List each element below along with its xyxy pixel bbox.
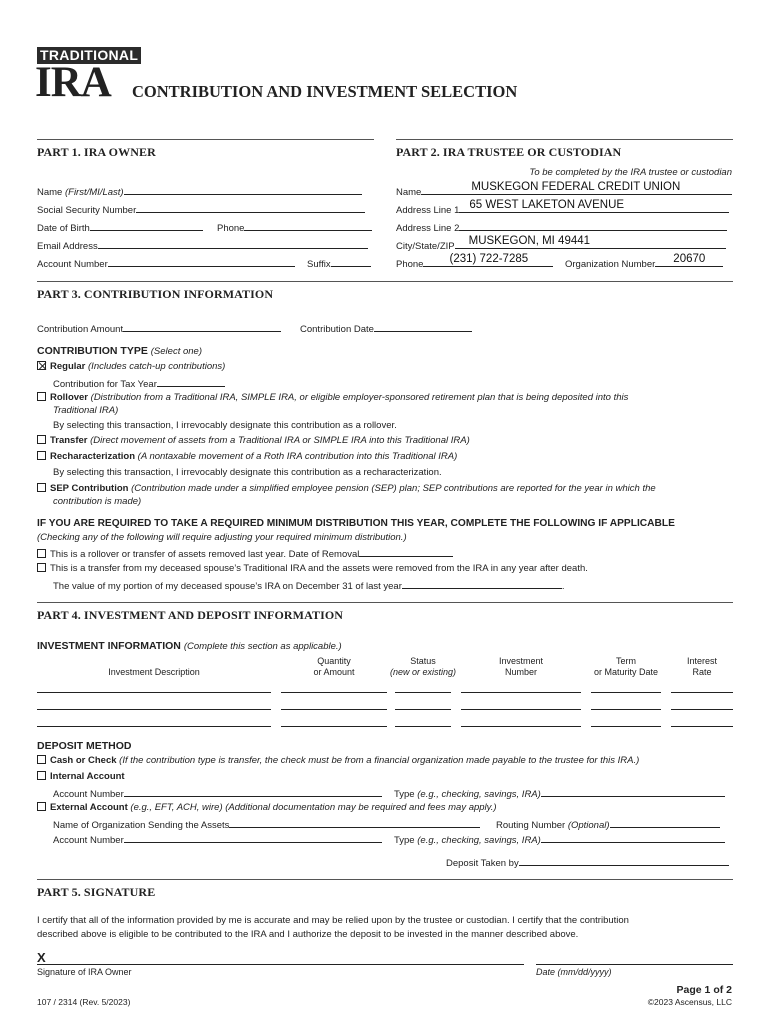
org-number-field[interactable] <box>565 253 723 270</box>
recharacterization-note: By selecting this transaction, I irrevocably designate this contribution as a recharacterization. <box>53 467 442 478</box>
rollover-hint: (Distribution from a Traditional IRA, SIMPLE IRA, or eligible employer-sponsored retirement plan that is being deposited into this <box>90 392 629 403</box>
signature-date-label: Date (mm/dd/yyyy) <box>536 967 612 977</box>
contribution-type-title: CONTRIBUTION TYPE <box>37 345 148 357</box>
trustee-city-label: City/State/ZIP <box>396 241 455 252</box>
dob-field[interactable] <box>37 221 203 234</box>
email-field[interactable] <box>37 239 368 252</box>
copyright: ©2023 Ascensus, LLC <box>647 997 732 1007</box>
external-type-label: Type <box>394 835 418 846</box>
contribution-date-field[interactable] <box>300 322 472 335</box>
part3-heading: PART 3. CONTRIBUTION INFORMATION <box>37 287 274 301</box>
contribution-amount-label: Contribution Amount <box>37 324 124 335</box>
sep-checkbox[interactable] <box>37 483 46 492</box>
rollover-checkbox[interactable] <box>37 392 46 401</box>
form-title: CONTRIBUTION AND INVESTMENT SELECTION <box>132 82 518 101</box>
part2-note: To be completed by the IRA trustee or custodian <box>529 167 732 178</box>
external-account-number-field[interactable] <box>53 833 382 846</box>
form-badge: TRADITIONAL <box>37 47 141 64</box>
part2-heading: PART 2. IRA TRUSTEE OR CUSTODIAN <box>396 145 622 159</box>
contribution-type-heading <box>37 345 202 357</box>
org-number-value: 20670 <box>673 253 706 265</box>
rollover-hint-cont: Traditional IRA) <box>53 405 119 416</box>
tax-year-label: Contribution for Tax Year <box>53 379 157 390</box>
rollover-option[interactable] <box>37 392 628 403</box>
certification-text-2: described above is eligible to be contributed to the IRA and I authorize the deposit to be invested in the manner described above. <box>37 929 579 940</box>
sep-option[interactable] <box>37 483 656 494</box>
rmd-heading: IF YOU ARE REQUIRED TO TAKE A REQUIRED MINIMUM DISTRIBUTION THIS YEAR, COMPLETE THE FOLLOWING IF APPLICABLE <box>37 518 675 529</box>
col-interest-rate: Interest Rate <box>686 656 717 677</box>
col-term: Term or Maturity Date <box>593 656 659 677</box>
owner-name-hint: (First/MI/Last) <box>64 187 124 198</box>
external-type-hint: (e.g., checking, savings, IRA) <box>417 835 541 846</box>
org-number-label: Organization Number <box>565 259 656 270</box>
external-account-option[interactable] <box>37 802 497 813</box>
owner-name-field[interactable] <box>37 185 362 198</box>
contribution-amount-field[interactable] <box>37 322 281 335</box>
ssn-field[interactable] <box>37 203 365 216</box>
recharacterization-checkbox[interactable] <box>37 451 46 460</box>
contribution-date-label: Contribution Date <box>300 324 374 335</box>
external-account-number-label: Account Number <box>53 835 124 846</box>
owner-phone-label: Phone <box>217 223 245 234</box>
internal-account-type-field[interactable] <box>394 787 725 800</box>
sep-hint-cont: contribution is made) <box>53 496 142 507</box>
cash-check-option[interactable] <box>37 755 639 766</box>
deceased-ira-value-label: The value of my portion of my deceased spouse’s IRA on December 31 of last year <box>53 581 402 592</box>
internal-type-hint: (e.g., checking, savings, IRA) <box>417 789 541 800</box>
trustee-phone-value: (231) 722-7285 <box>449 253 529 265</box>
routing-number-hint: (Optional) <box>567 820 610 831</box>
transfer-label: Transfer <box>50 435 88 446</box>
rmd-option-1-label: This is a rollover or transfer of assets removed last year. Date of Removal <box>50 549 360 560</box>
col-investment-description: Investment Description <box>108 667 200 677</box>
account-number-label: Account Number <box>37 259 108 270</box>
rmd-option-2[interactable] <box>37 563 588 574</box>
signature-label: Signature of IRA Owner <box>37 967 132 977</box>
rollover-label: Rollover <box>50 392 89 403</box>
part4-heading: PART 4. INVESTMENT AND DEPOSIT INFORMATION <box>37 608 344 622</box>
internal-account-number-label: Account Number <box>53 789 124 800</box>
trustee-address1-value: 65 WEST LAKETON AVENUE <box>469 199 625 211</box>
internal-account-checkbox[interactable] <box>37 771 46 780</box>
signature-date-line[interactable] <box>536 964 733 965</box>
regular-label: Regular <box>50 361 86 372</box>
trustee-address2-field[interactable] <box>396 221 727 234</box>
internal-type-label: Type <box>394 789 418 800</box>
regular-hint: (Includes catch-up contributions) <box>88 361 226 372</box>
owner-name-label: Name <box>37 187 65 198</box>
rmd-option-1-checkbox[interactable] <box>37 549 46 558</box>
cash-check-checkbox[interactable] <box>37 755 46 764</box>
sep-label: SEP Contribution <box>50 483 129 494</box>
rmd-hint: (Checking any of the following will require adjusting your required minimum distribution.) <box>37 532 407 543</box>
rollover-note: By selecting this transaction, I irrevocably designate this contribution as a rollover. <box>53 420 397 431</box>
form-id: 107 / 2314 (Rev. 5/2023) <box>37 997 131 1007</box>
deceased-ira-value-field[interactable] <box>53 579 565 592</box>
trustee-address1-label: Address Line 1 <box>396 205 460 216</box>
col-status: Status (new or existing) <box>389 656 457 677</box>
deceased-ira-value-period: . <box>561 581 565 592</box>
transfer-checkbox[interactable] <box>37 435 46 444</box>
external-account-hint: (e.g., EFT, ACH, wire) (Additional documentation may be required and fees may apply.) <box>130 802 497 813</box>
owner-phone-field[interactable] <box>217 221 372 234</box>
routing-number-field[interactable] <box>496 818 720 831</box>
page-number: Page 1 of 2 <box>676 984 732 996</box>
regular-option[interactable] <box>37 361 225 372</box>
investment-info-hint: (Complete this section as applicable.) <box>183 641 342 652</box>
recharacterization-option[interactable] <box>37 451 457 462</box>
trustee-address2-label: Address Line 2 <box>396 223 460 234</box>
trustee-name-value: MUSKEGON FEDERAL CREDIT UNION <box>471 181 681 193</box>
sending-org-field[interactable] <box>53 818 480 831</box>
trustee-phone-label: Phone <box>396 259 424 270</box>
recharacterization-label: Recharacterization <box>50 451 136 462</box>
routing-number-label: Routing Number <box>496 820 568 831</box>
external-account-type-field[interactable] <box>394 833 725 846</box>
trustee-name-field[interactable] <box>396 181 732 198</box>
form-ira-title: IRA <box>35 59 111 106</box>
suffix-field[interactable] <box>307 257 371 270</box>
cash-check-hint: (If the contribution type is transfer, the check must be from a financial organization made payable to the trustee for this IRA.) <box>119 755 640 766</box>
rmd-option-2-label: This is a transfer from my deceased spouse’s Traditional IRA and the assets were removed from the IRA in any year after death. <box>50 563 588 574</box>
email-label: Email Address <box>37 241 98 252</box>
suffix-label: Suffix <box>307 259 331 270</box>
internal-account-label: Internal Account <box>50 771 125 782</box>
tax-year-field[interactable] <box>53 377 225 390</box>
part1-heading: PART 1. IRA OWNER <box>37 145 156 159</box>
col-quantity: Quantity or Amount <box>313 656 355 677</box>
part5-heading: PART 5. SIGNATURE <box>37 885 156 899</box>
trustee-city-field[interactable] <box>396 235 726 252</box>
deposit-taken-by-label: Deposit Taken by <box>446 858 519 869</box>
internal-account-option[interactable] <box>37 771 125 782</box>
sending-org-label: Name of Organization Sending the Assets <box>53 820 230 831</box>
transfer-hint: (Direct movement of assets from a Traditional IRA or SIMPLE IRA into this Traditional IRA) <box>90 435 470 446</box>
trustee-name-label: Name <box>396 187 422 198</box>
recharacterization-hint: (A nontaxable movement of a Roth IRA contribution into this Traditional IRA) <box>137 451 458 462</box>
transfer-option[interactable] <box>37 435 470 446</box>
external-account-checkbox[interactable] <box>37 802 46 811</box>
trustee-address1-field[interactable] <box>396 199 729 216</box>
sep-hint: (Contribution made under a simplified employee pension (SEP) plan; SEP contributions are reported for the year in which the <box>131 483 656 494</box>
investment-info-title: INVESTMENT INFORMATION <box>37 640 181 652</box>
trustee-city-value: MUSKEGON, MI 49441 <box>468 235 591 247</box>
external-account-label: External Account <box>50 802 128 813</box>
deposit-method-heading: DEPOSIT METHOD <box>37 740 132 752</box>
col-investment-number: Investment Number <box>498 656 544 677</box>
rmd-option-1[interactable] <box>37 547 453 560</box>
deposit-taken-by-field[interactable] <box>446 856 729 869</box>
rmd-option-2-checkbox[interactable] <box>37 563 46 572</box>
regular-checkbox[interactable] <box>37 361 46 370</box>
certification-text-1: I certify that all of the information provided by me is accurate and may be relied upon by the trustee or custodian. I certify that the contribution <box>37 915 629 926</box>
internal-account-number-field[interactable] <box>53 787 382 800</box>
signature-line[interactable] <box>37 964 524 965</box>
cash-check-label: Cash or Check <box>50 755 117 766</box>
trustee-phone-field[interactable] <box>396 253 553 270</box>
contribution-type-hint: (Select one) <box>150 346 202 357</box>
dob-label: Date of Birth <box>37 223 90 234</box>
account-number-field[interactable] <box>37 257 295 270</box>
investment-info-heading <box>37 640 342 652</box>
signature-x-mark: X <box>37 950 46 965</box>
ssn-label: Social Security Number <box>37 205 137 216</box>
